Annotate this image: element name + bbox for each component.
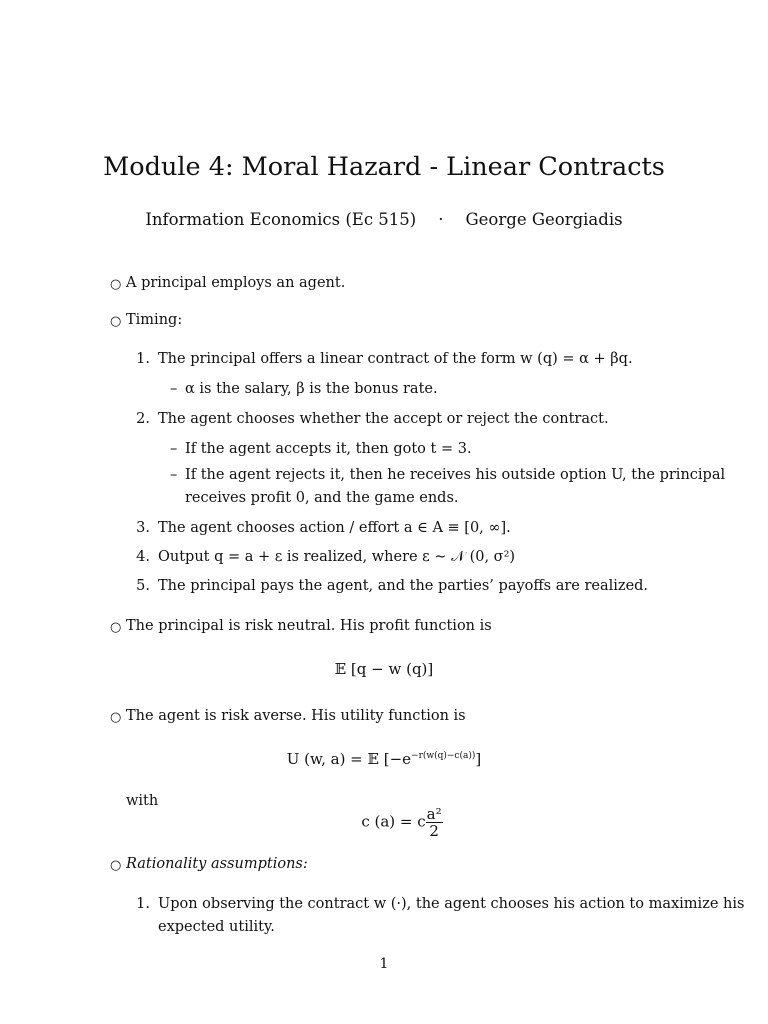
bullet-text: The principal is risk neutral. His profit function is: [126, 618, 492, 634]
sub-item: If the agent rejects it, then he receives his outside option U, the principal: [185, 467, 726, 483]
list-number: 5.: [136, 578, 150, 594]
cost-lhs: c (a) = c: [361, 812, 426, 831]
utility-rhs: ]: [475, 750, 482, 768]
bullet-circle-icon: ○: [110, 620, 122, 635]
list-item: The principal pays the agent, and the parties’ payoffs are realized.: [158, 578, 649, 594]
utility-lhs: U (w, a) = 𝔼 [−e: [286, 750, 412, 768]
cost-equation: [0, 806, 768, 839]
list-number: 1.: [136, 896, 150, 912]
sub-item: α is the salary, β is the bonus rate.: [185, 381, 438, 397]
list-item: The agent chooses whether the accept or reject the contract.: [158, 411, 609, 427]
author-name: George Georgiadis: [465, 210, 623, 229]
bullet-text: Rationality assumptions:: [126, 856, 308, 872]
utility-exponent: −r(w(q)−c(a)): [411, 751, 476, 761]
document-title: Module 4: Moral Hazard - Linear Contracts: [103, 152, 665, 182]
dash-marker: –: [170, 381, 178, 397]
with-label: with: [126, 793, 159, 809]
course-name: Information Economics (Ec 515): [145, 210, 417, 229]
list-item: The principal offers a linear contract of the form w (q) = α + βq.: [158, 351, 633, 367]
list-number: 2.: [136, 411, 150, 427]
list-number: 3.: [136, 520, 150, 536]
list-item: Upon observing the contract w (·), the agent chooses his action to maximize his: [158, 896, 745, 912]
bullet-circle-icon: ○: [110, 277, 122, 292]
document-subtitle: [0, 210, 768, 229]
bullet-circle-icon: ○: [110, 314, 122, 329]
cost-numerator: a²: [426, 805, 442, 823]
sub-item-continued: receives profit 0, and the game ends.: [185, 490, 459, 506]
page-number: 1: [379, 956, 389, 972]
bullet-text: Timing:: [126, 312, 183, 328]
list-item-continued: expected utility.: [158, 919, 275, 935]
bullet-text: The agent is risk averse. His utility function is: [126, 708, 466, 724]
cost-denominator: 2: [429, 822, 439, 840]
dash-marker: –: [170, 441, 178, 457]
bullet-circle-icon: ○: [110, 710, 122, 725]
list-number: 1.: [136, 351, 150, 367]
sub-item: If the agent accepts it, then goto t = 3.: [185, 441, 472, 457]
separator-dot: ·: [438, 210, 444, 229]
cost-fraction: [426, 806, 443, 839]
list-item: The agent chooses action / effort a ∈ A ≡ [0, ∞].: [158, 520, 511, 536]
list-item: Output q = a + ε is realized, where ε ∼ 𝒩 (0, σ²): [158, 549, 516, 565]
utility-equation: [0, 750, 768, 768]
profit-equation: 𝔼 [q − w (q)]: [334, 660, 434, 678]
dash-marker: –: [170, 467, 178, 483]
bullet-circle-icon: ○: [110, 858, 122, 873]
list-number: 4.: [136, 549, 150, 565]
bullet-text: A principal employs an agent.: [126, 275, 346, 291]
